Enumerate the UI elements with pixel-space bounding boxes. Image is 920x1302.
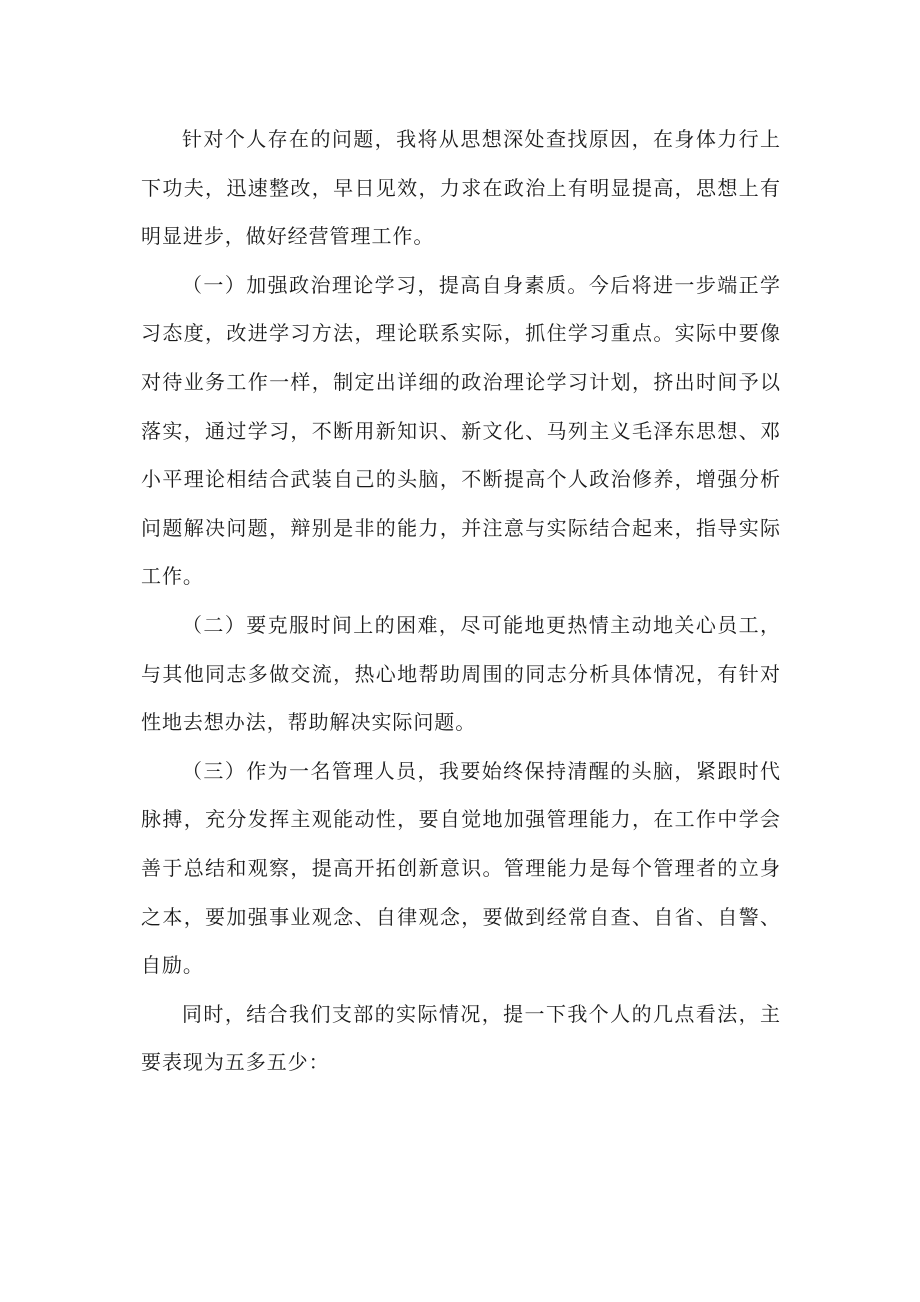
paragraph-closing: 同时，结合我们支部的实际情况，提一下我个人的几点看法，主要表现为五多五少：	[141, 1001, 781, 1075]
paragraph-point-three: （三）作为一名管理人员，我要始终保持清醒的头脑，紧跟时代脉搏，充分发挥主观能动性，要自觉地加强管理能力，在工作中学会善于总结和观察，提高开拓创新意识。管理能力是每个管理者的立身之本，要加强事业观念、自律观念，要做到经常自查、自省、自警、自励。	[141, 758, 781, 978]
paragraph-point-two: （二）要克服时间上的困难，尽可能地更热情主动地关心员工，与其他同志多做交流，热心地帮助周围的同志分析具体情况，有针对性地去想办法，帮助解决实际问题。	[141, 612, 781, 735]
paragraph-intro: 针对个人存在的问题，我将从思想深处查找原因，在身体力行上下功夫，迅速整改，早日见效，力求在政治上有明显提高，思想上有明显进步，做好经营管理工作。	[141, 127, 781, 249]
paragraph-point-one: （一）加强政治理论学习，提高自身素质。今后将进一步端正学习态度，改进学习方法，理论联系实际，抓住学习重点。实际中要像对待业务工作一样，制定出详细的政治理论学习计划，挤出时间予以落实，通过学习，不断用新知识、新文化、马列主义毛泽东思想、邓小平理论相结合武装自己的头脑，不断提高个人政治修养，增强分析问题解决问题，辩别是非的能力，并注意与实际结合起来，指导实际工作。	[141, 272, 781, 589]
document-body	[141, 115, 781, 1087]
